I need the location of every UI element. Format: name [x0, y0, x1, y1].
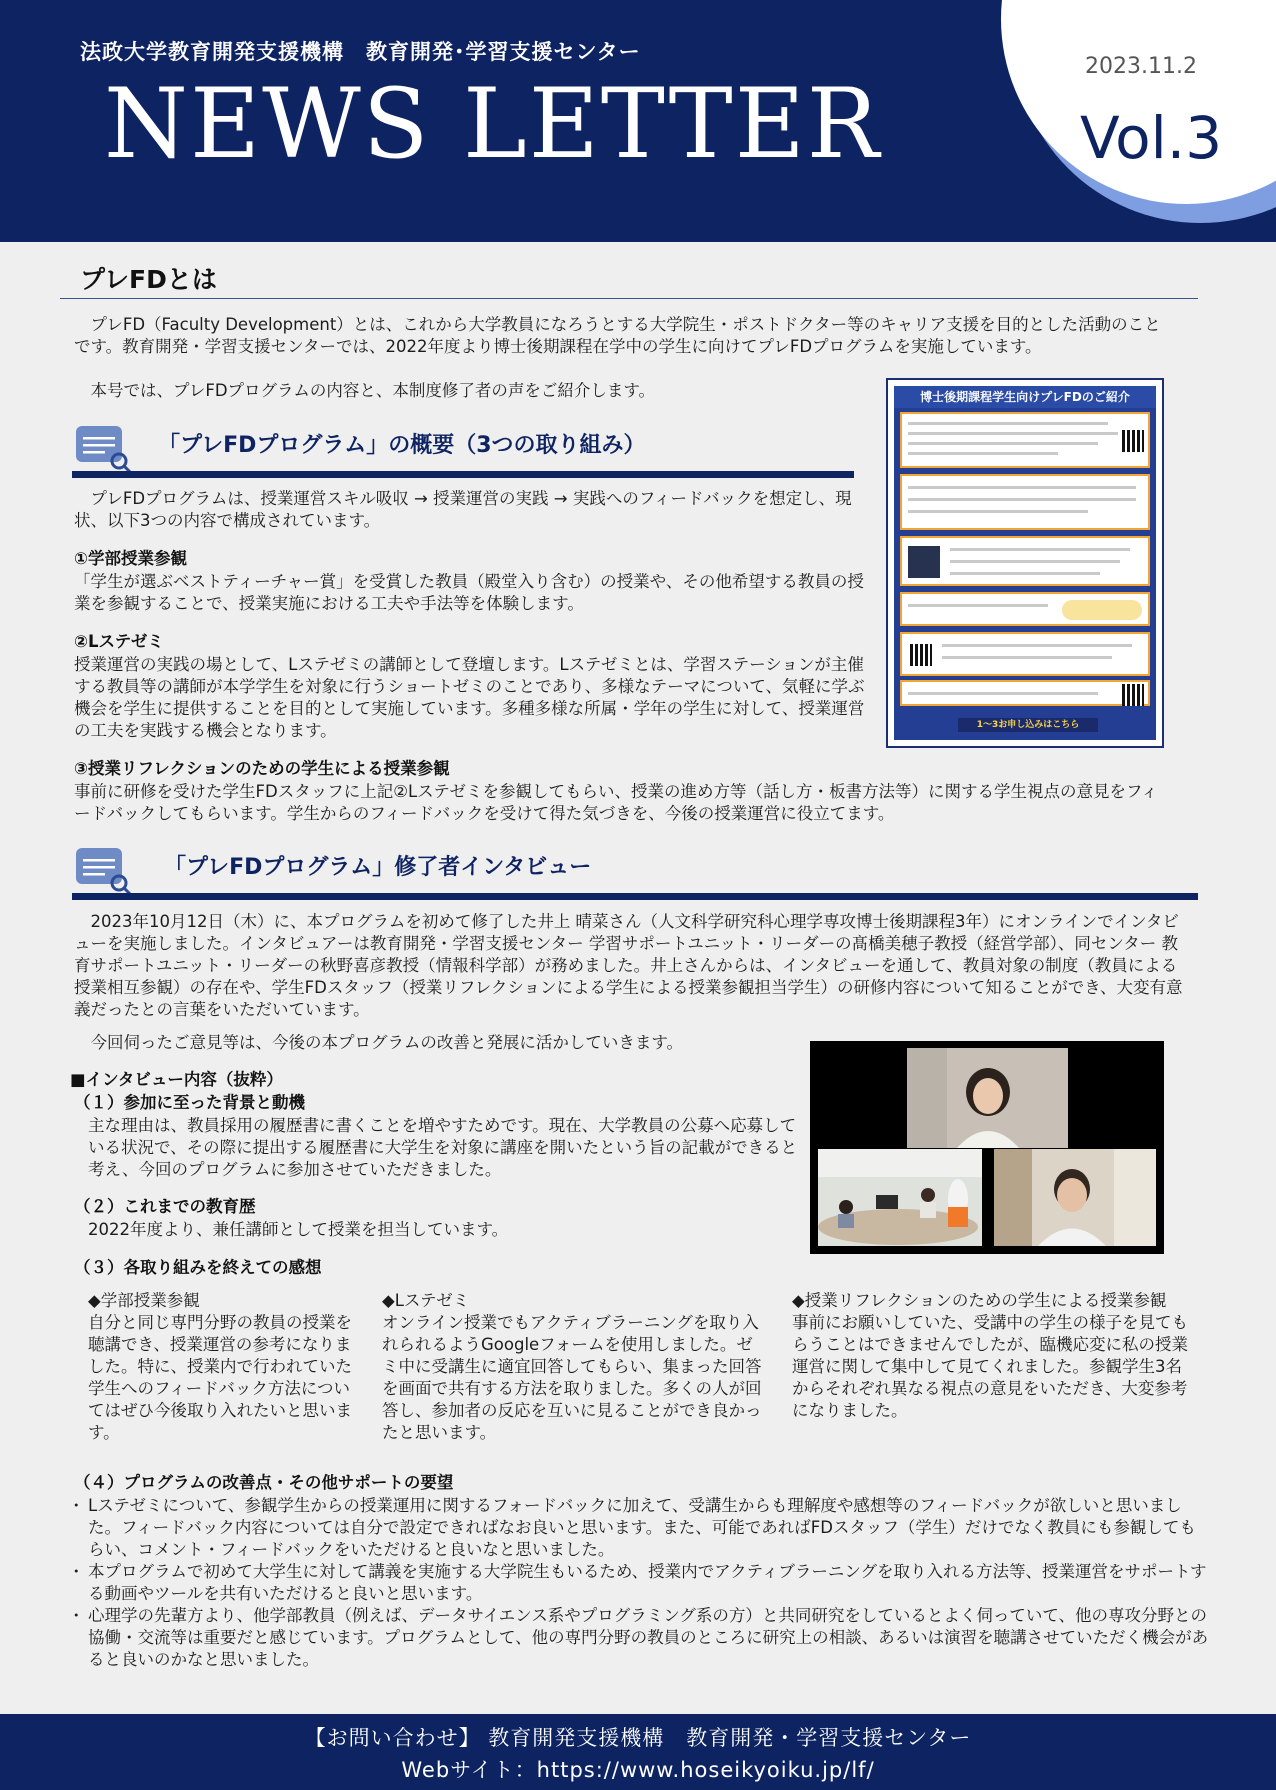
intro-note: 本号では、プレFDプログラムの内容と、本制度修了者の声をご紹介します。 — [90, 381, 656, 400]
contact-footer — [0, 1714, 1276, 1790]
qr-code — [1122, 430, 1144, 452]
flyer-banner: 博士後期課程学生向けプレFDのご紹介 — [894, 386, 1156, 408]
document-search-icon — [72, 424, 136, 474]
question-1-title: （１）参加に至った背景と動機 — [74, 1093, 305, 1112]
impression-text: オンライン授業でもアクティブラーニングを取り入れられるようGoogleフォームを使用しました。ゼミ中に受講生に適宜回答してもらい、集まった回答を画面で共有する方法を取りました。多くの人が回答し、参加者の反応を互いに見ることができ良かったと思います。 — [382, 1313, 762, 1442]
heading-bar — [72, 893, 1198, 900]
interview-heading — [72, 846, 1198, 900]
overview-heading — [72, 424, 854, 478]
interview-paragraph: 2023年10月12日（木）に、本プログラムを初めて修了した井上 晴菜さん（人文科学研究科心理学専攻博士後期課程3年）にオンラインでインタビューを実施しました。インタビュアーは教育開発・学習支援センター 学習サポートユニット・リーダーの髙橋美穂子教授（経営学部）、同センター 教育サポートユニット・リーダーの秋野喜彦教授（情報科学部）が務めました。井上さんからは、インタビューを通して、教員対象の制度（教員による授業相互参観）の存在や、学生FDスタッフ（授業リフレクションによる学生による授業参観担当学生）の研修内容について知ることができ、大変有意義だったとの言葉をいただいています。 — [74, 912, 1183, 1019]
question-2-title: （２）これまでの教育歴 — [74, 1197, 256, 1216]
impression-column-reflection — [792, 1290, 1192, 1422]
video-tile-interviewee — [907, 1048, 1068, 1148]
heading-bar — [72, 471, 854, 478]
intro-paragraph: プレFD（Faculty Development）とは、これから大学教員になろうとする大学院生・ポストドクター等のキャリア支援を目的とした活動のことです。教育開発・学習支援センターでは、2022年度より博士後期課程在学中の学生に向けてプレFDプログラムを実施しています。 — [74, 315, 1161, 356]
overview-lead: プレFDプログラムは、授業運営スキル吸収 → 授業運営の実践 → 実践へのフィードバックを想定し、現状、以下3つの内容で構成されています。 — [74, 489, 852, 530]
improvement-requests-list — [70, 1495, 1210, 1671]
impression-column-class-observation — [88, 1290, 356, 1444]
list-item: ・ 心理学の先輩方より、他学部教員（例えば、データサイエンス系やプログラミング系の方）と共同研究をしているとよく伺っていて、他の専攻分野との協働・交流等は重要だと感じています。プログラムとして、他の専門分野の教員のところに研究上の相談、あるいは演習を聴講させていただく機会があると良いのかなと思いました。 — [70, 1605, 1210, 1671]
issue-date: 2023.11.2 — [1085, 54, 1197, 79]
flyer-reflection-box — [900, 592, 1150, 626]
flyer-apply-label: 1～3お申し込みはこちら — [958, 718, 1098, 732]
item-title-1: ①学部授業参観 — [74, 549, 187, 568]
flyer-info-box — [900, 474, 1150, 530]
document-search-icon — [72, 846, 136, 896]
contact-label: 【お問い合わせ】 教育開発支援機構 教育開発・学習支援センター — [304, 1726, 972, 1750]
volume-number: Vol.3 — [1080, 104, 1223, 172]
website-link[interactable]: Webサイト：https://www.hoseikyoiku.jp/lf/ — [401, 1758, 875, 1782]
item-title-3: ③授業リフレクションのための学生による授業参観 — [74, 759, 450, 778]
newsletter-title: NEWS LETTER — [104, 68, 882, 180]
impression-title: ◆学部授業参観 — [88, 1291, 200, 1310]
section-title-prefd: プレFDとは — [80, 265, 217, 294]
interview-note: 今回伺ったご意見等は、今後の本プログラムの改善と発展に活かしていきます。 — [90, 1033, 684, 1052]
overview-heading-text: 「プレFDプログラム」の概要（3つの取り組み） — [158, 433, 646, 458]
volume-circle — [1001, 0, 1276, 204]
impression-text: 自分と同じ専門分野の教員の授業を聴講でき、授業運営の参考になりました。特に、授業内で行われていた学生へのフィードバック方法についてはぜひ今後取り入れたいと思います。 — [88, 1313, 352, 1442]
interview-contents-title: ■インタビュー内容（抜粋） — [70, 1070, 283, 1089]
impression-title: ◆授業リフレクションのための学生による授業参観 — [792, 1291, 1167, 1310]
question-2-answer: 2022年度より、兼任講師として授業を担当しています。 — [88, 1220, 509, 1239]
interview-heading-text: 「プレFDプログラム」修了者インタビュー — [164, 855, 592, 880]
list-item: ・ 本プログラムで初めて大学生に対して講義を実施する大学院生もいるため、授業内でアクティブラーニングを取り入れる方法等、授業運営をサポートする動画やツールを共有いただけると良いと思います。 — [70, 1561, 1210, 1605]
video-tile-office — [818, 1149, 982, 1246]
list-item: ・ Lステゼミについて、参観学生からの授業運用に関するフォードバックに加えて、受講生からも理解度や感想等のフィードバックが欲しいと思いました。フィードバック内容については自分で設定できればなお良いと思います。また、可能であればFDスタッフ（学生）だけでなく教員にも参観してもらい、コメント・フィードバックをいただけると良いなと思いました。 — [70, 1495, 1210, 1561]
section-divider — [60, 298, 1198, 299]
flyer-observation-box — [900, 632, 1150, 676]
impression-text: 事前にお願いしていた、受講中の学生の様子を見てもらうことはできませんでしたが、臨機応変に私の授業運営に関して集中して見てくれました。参観学生3名からそれぞれ異なる視点の意見をいただき、大変参考になりました。 — [792, 1313, 1188, 1420]
item-text-1: 「学生が選ぶベストティーチャー賞」を受賞した教員（殿堂入り含む）の授業や、その他希望する教員の授業を参観することで、授業実施における工夫や手法等を体験します。 — [74, 572, 864, 613]
item-text-2: 授業運営の実践の場として、Lステゼミの講師として登壇します。Lステゼミとは、学習ステーションが主催する教員等の講師が本学学生を対象に行うショートゼミのことであり、多様なテーマについて、気軽に学ぶ機会を学生に提供することを目的として実施しています。多種多様な所属・学年の学生に対して、授業運営の工夫を実践する機会となります。 — [74, 655, 865, 740]
question-1-answer: 主な理由は、教員採用の履歴書に書くことを増やすためです。現在、大学教員の公募へ応募している状況で、その際に提出する履歴書に大学生を対象に講座を開いたという旨の記載ができると考え、今回のプログラムに参加させていただきました。 — [88, 1116, 798, 1179]
flyer-lstezemi-box — [900, 536, 1150, 586]
impression-column-lstezemi — [382, 1290, 768, 1444]
question-3-title: （３）各取り組みを終えての感想 — [74, 1258, 322, 1277]
impression-title: ◆Lステゼミ — [382, 1291, 470, 1310]
online-interview-screenshot — [810, 1041, 1164, 1254]
item-text-3: 事前に研修を受けた学生FDスタッフに上記②Lステゼミを参観してもらい、授業の進め方等（話し方・板書方法等）に関する学生視点の意見をフィードバックしてもらいます。学生からのフィードバックを受けて得た気づきを、今後の授業運営に役立てます。 — [74, 782, 1158, 823]
newsletter-header — [0, 0, 1276, 242]
flyer-other-box — [900, 680, 1150, 706]
program-flyer-image — [886, 378, 1164, 748]
item-title-2: ②Lステゼミ — [74, 632, 164, 651]
organization-name: 法政大学教育開発支援機構 教育開発･学習支援センター — [80, 40, 641, 64]
question-4-title: （４）プログラムの改善点・その他サポートの要望 — [74, 1473, 454, 1492]
video-tile-professor — [994, 1149, 1156, 1246]
flyer-intro-box — [900, 412, 1150, 468]
